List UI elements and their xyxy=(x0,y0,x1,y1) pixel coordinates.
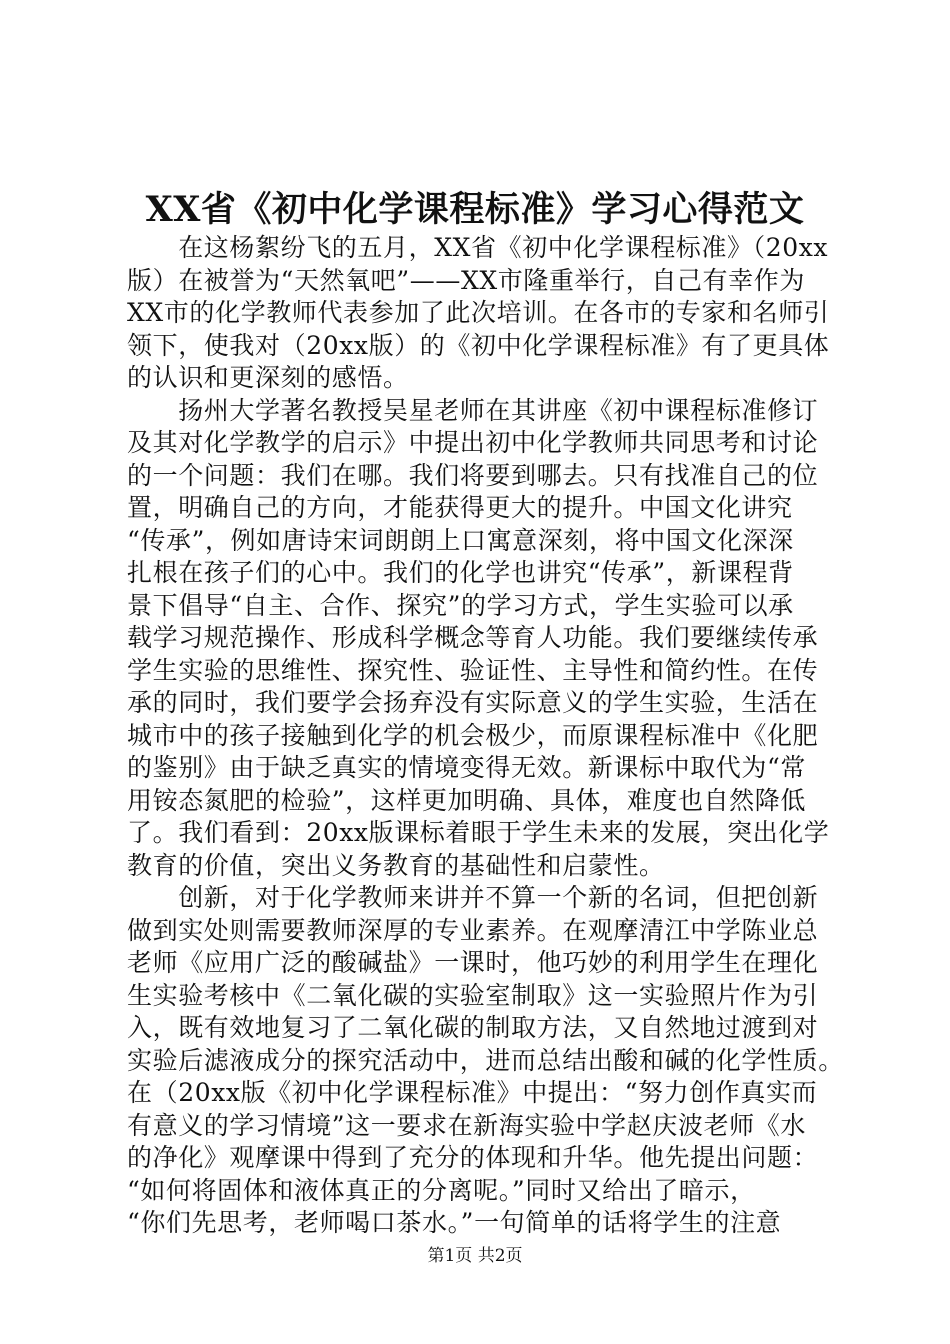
page-number-footer: 第1页 共2页 xyxy=(427,1246,523,1266)
text-line: 扎根在孩子们的心中。我们的化学也讲究“传承”，新课程背 xyxy=(127,558,794,587)
text-line: 有意义的学习情境”这一要求在新海实验中学赵庆波老师《水 xyxy=(127,1110,806,1140)
document-title: XX省《初中化学课程标准》学习心得范文 xyxy=(145,189,805,230)
text-line: 的鉴别》由于缺乏真实的情境变得无效。新课标中取代为“常 xyxy=(127,753,806,782)
text-line: 承的同时，我们要学会扬弃没有实际意义的学生实验，生活在 xyxy=(127,688,819,717)
text-line: 做到实处则需要教师深厚的专业素养。在观摩清江中学陈业总 xyxy=(127,915,819,945)
text-line: 生实验考核中《二氧化碳的实验室制取》这一实验照片作为引 xyxy=(127,980,819,1010)
text-line: 学生实验的思维性、探究性、验证性、主导性和简约性。在传 xyxy=(127,655,819,685)
text-line: 领下，使我对（20xx版）的《初中化学课程标准》有了更具体 xyxy=(127,330,830,360)
text-line: 实验后滤液成分的探究活动中，进而总结出酸和碱的化学性质。 xyxy=(127,1045,844,1075)
text-line: 置，明确自己的方向，才能获得更大的提升。中国文化讲究 xyxy=(127,493,793,522)
text-line: “传承”，例如唐诗宋词朗朗上口寓意深刻，将中国文化深深 xyxy=(127,525,794,555)
text-line: 用铵态氮肥的检验”，这样更加明确、具体，难度也自然降低 xyxy=(127,785,806,815)
text-line: “你们先思考，老师喝口茶水。”一句简单的话将学生的注意 xyxy=(127,1208,782,1237)
text-line: 版）在被誉为“天然氧吧”——XX市隆重举行，自己有幸作为 xyxy=(127,265,805,295)
text-line: 在（20xx版《初中化学课程标准》中提出：“努力创作真实而 xyxy=(127,1078,818,1107)
text-line: 景下倡导“自主、合作、探究”的学习方式，学生实验可以承 xyxy=(127,590,794,620)
text-line: 载学习规范操作、形成科学概念等育人功能。我们要继续传承 xyxy=(127,623,819,652)
text-line: 的认识和更深刻的感悟。 xyxy=(127,363,409,392)
text-line: 入，既有效地复习了二氧化碳的制取方法，又自然地过渡到对 xyxy=(127,1013,819,1042)
document-body xyxy=(127,232,847,1240)
text-line: 了。我们看到：20xx版课标着眼于学生未来的发展，突出化学 xyxy=(127,818,830,847)
text-line: XX市的化学教师代表参加了此次培训。在各市的专家和名师引 xyxy=(127,298,830,327)
text-line: 及其对化学教学的启示》中提出初中化学教师共同思考和讨论 xyxy=(127,428,819,457)
text-line: 创新，对于化学教师来讲并不算一个新的名词，但把创新 xyxy=(127,883,819,912)
text-line: “如何将固体和液体真正的分离呢。”同时又给出了暗示， xyxy=(127,1175,756,1205)
text-line: 扬州大学著名教授吴星老师在其讲座《初中课程标准修订 xyxy=(127,395,819,425)
text-line: 在这杨絮纷飞的五月，XX省《初中化学课程标准》（20xx xyxy=(127,233,829,262)
text-line: 老师《应用广泛的酸碱盐》一课时，他巧妙的利用学生在理化 xyxy=(127,948,819,977)
text-line: 的净化》观摩课中得到了充分的体现和升华。他先提出问题： xyxy=(127,1143,819,1172)
text-line: 的一个问题：我们在哪。我们将要到哪去。只有找准自己的位 xyxy=(127,460,819,490)
text-line: 教育的价值，突出义务教育的基础性和启蒙性。 xyxy=(127,850,665,880)
text-line: 城市中的孩子接触到化学的机会极少，而原课程标准中《化肥 xyxy=(127,720,819,750)
